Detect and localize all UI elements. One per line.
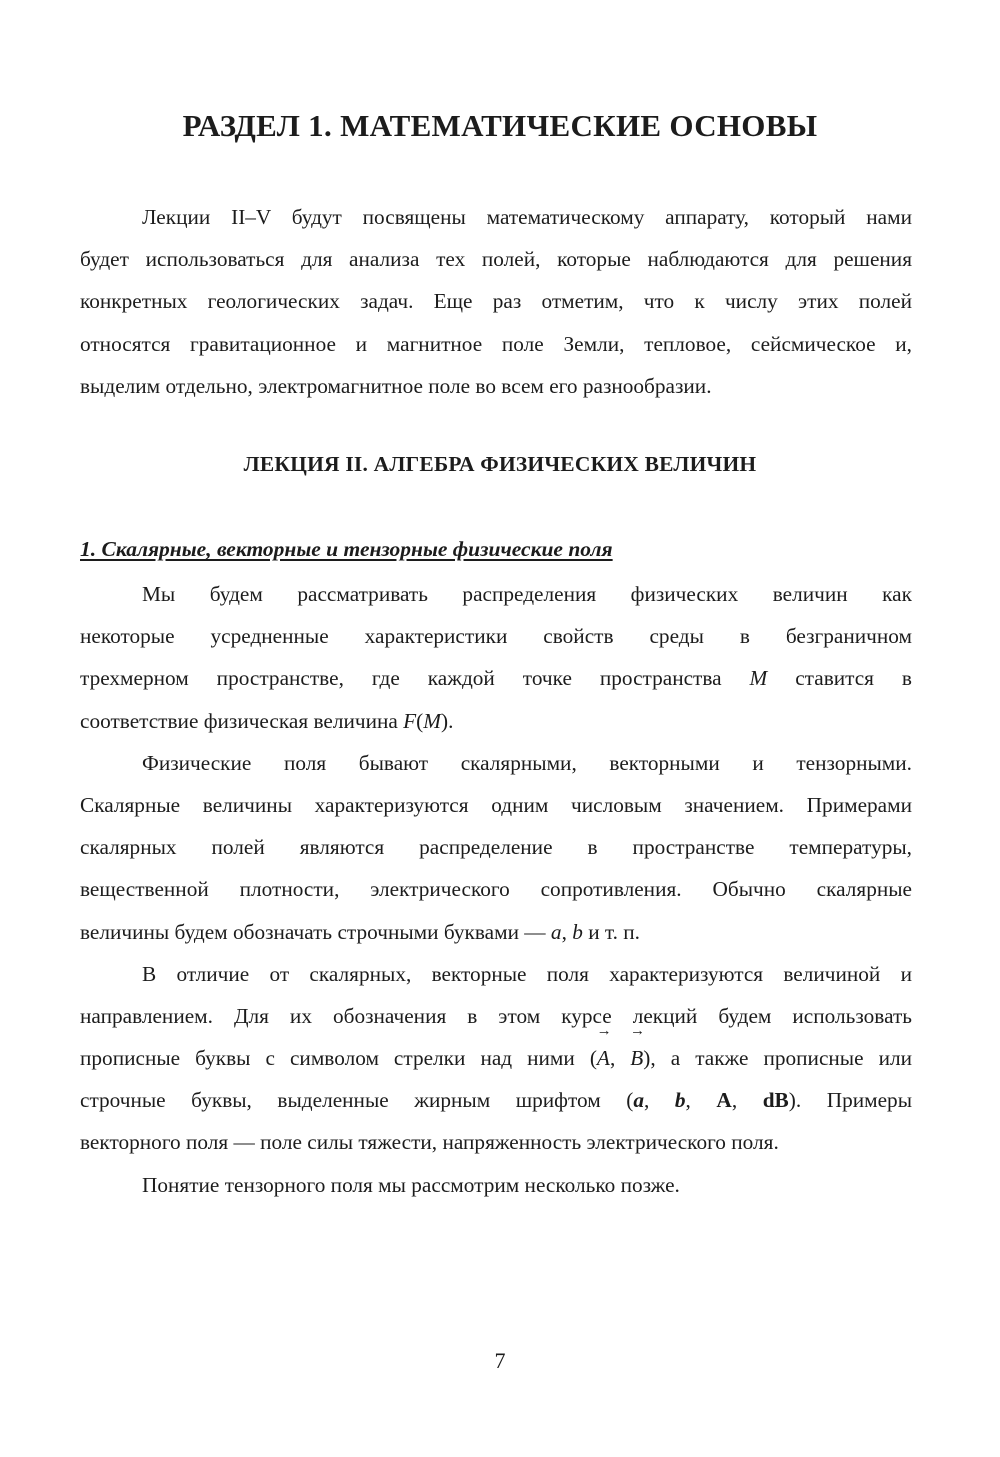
body-text bbox=[80, 573, 912, 1206]
text-line: прописные буквы с символом стрелки над ними (→ A, → B), а также прописные или bbox=[80, 1037, 912, 1079]
section-title: РАЗДЕЛ 1. МАТЕМАТИЧЕСКИЕ ОСНОВЫ bbox=[182, 108, 818, 143]
text-line: соответствие физическая величина F(M). bbox=[80, 708, 454, 733]
text-line: Понятие тензорного поля мы рассмотрим несколько позже. bbox=[142, 1172, 680, 1197]
text-line: относятся гравитационное и магнитное поле Земли, тепловое, сейсмическое и, bbox=[80, 331, 912, 356]
text-line: Скалярные величины характеризуются одним числовым значением. Примерами bbox=[80, 792, 912, 817]
text-line: вещественной плотности, электрического сопротивления. Обычно скалярные bbox=[80, 877, 912, 902]
intro-paragraph bbox=[80, 196, 912, 407]
text-line: векторного поля — поле силы тяжести, напряженность электрического поля. bbox=[80, 1130, 779, 1155]
text-line: В отличие от скалярных, векторные поля характеризуются величиной и bbox=[142, 961, 912, 986]
text-line: будет использоваться для анализа тех полей, которые наблюдаются для решения bbox=[80, 247, 912, 272]
text-line: трехмерном пространстве, где каждой точке пространства M ставится в bbox=[80, 666, 912, 691]
text-line: Физические поля бывают скалярными, векторными и тензорными. bbox=[142, 750, 912, 775]
text-line: выделим отдельно, электромагнитное поле во всем его разнообразии. bbox=[80, 373, 712, 398]
text-line: конкретных геологических задач. Еще раз отметим, что к числу этих полей bbox=[80, 289, 912, 314]
text-line: Мы будем рассматривать распределения физических величин как bbox=[142, 582, 912, 606]
text-line: некоторые усредненные характеристики свойств среды в безграничном bbox=[80, 624, 912, 649]
text-line: направлением. Для их обозначения в этом курсе лекций будем использовать bbox=[80, 1003, 912, 1028]
subsection-title: 1. Скалярные, векторные и тензорные физические поля bbox=[80, 537, 613, 561]
text-line: Лекции II–V будут посвящены математическому аппарату, который нами bbox=[142, 205, 912, 229]
vector-b-symbol: → B bbox=[630, 1037, 643, 1079]
text-line: строчные буквы, выделенные жирным шрифтом (a, b, A, dB). Примеры bbox=[80, 1088, 913, 1113]
page-number: 7 bbox=[494, 1348, 506, 1373]
lecture-title: ЛЕКЦИЯ II. АЛГЕБРА ФИЗИЧЕСКИХ ВЕЛИЧИН bbox=[243, 452, 757, 476]
text-line: скалярных полей являются распределение в пространстве температуры, bbox=[80, 835, 912, 860]
vector-a-symbol: → A bbox=[597, 1037, 610, 1079]
text-line: величины будем обозначать строчными буквами — a, b и т. п. bbox=[80, 919, 641, 944]
